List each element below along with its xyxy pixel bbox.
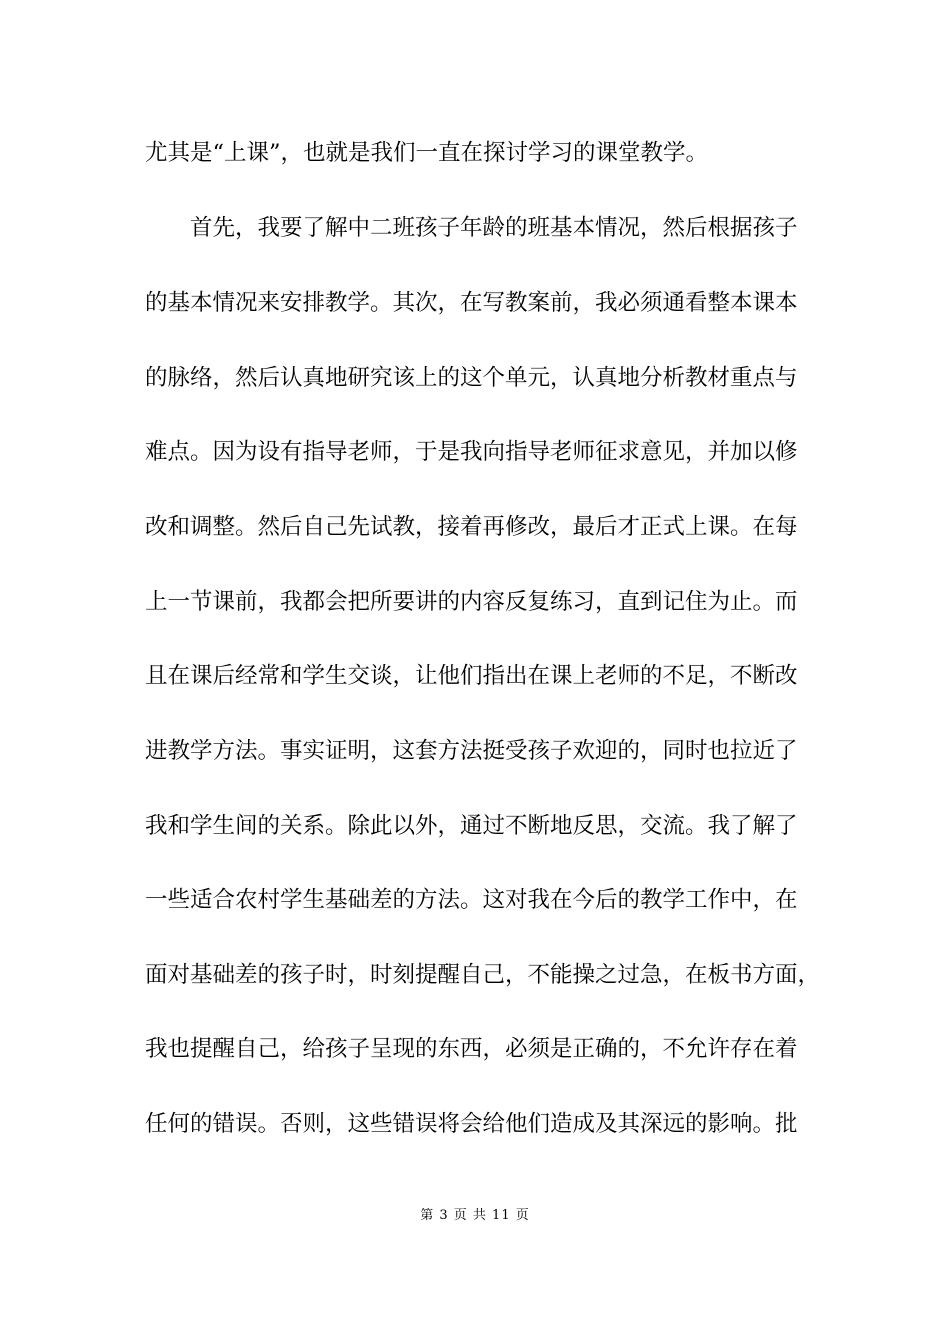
text-line-9: 进教学方法。事实证明，这套方法挺受孩子欢迎的，同时也拉近了 — [145, 738, 798, 764]
text-line-7: 上一节课前，我都会把所要讲的内容反复练习，直到记住为止。而 — [145, 589, 798, 615]
page-number-label: 第 3 页 共 11 页 — [420, 1208, 530, 1223]
text-line-2: 首先，我要了解中二班孩子年龄的班基本情况，然后根据孩子 — [190, 215, 798, 241]
text-line-4: 的脉络，然后认真地研究该上的这个单元，认真地分析教材重点与 — [145, 365, 798, 391]
text-line-6: 改和调整。然后自己先试教，接着再修改，最后才正式上课。在每 — [145, 514, 798, 540]
text-line-14: 任何的错误。否则，这些错误将会给他们造成及其深远的影响。批 — [145, 1111, 798, 1137]
text-line-3: 的基本情况来安排教学。其次，在写教案前，我必须通看整本课本 — [145, 290, 798, 316]
text-line-5: 难点。因为设有指导老师，于是我向指导老师征求意见，并加以修 — [145, 439, 798, 465]
text-line-10: 我和学生间的关系。除此以外，通过不断地反思，交流。我了解了 — [145, 813, 798, 839]
text-line-8: 且在课后经常和学生交谈，让他们指出在课上老师的不足，不断改 — [145, 663, 798, 689]
page-footer — [0, 1207, 950, 1225]
text-line-11: 一些适合农村学生基础差的方法。这对我在今后的教学工作中，在 — [145, 887, 798, 913]
text-line-12: 面对基础差的孩子时，时刻提醒自己，不能操之过急，在板书方面， — [145, 962, 821, 988]
text-line-1: 尤其是“上课”，也就是我们一直在探讨学习的课堂教学。 — [145, 140, 709, 166]
text-line-13: 我也提醒自己，给孩子呈现的东西，必须是正确的，不允许存在着 — [145, 1036, 798, 1062]
